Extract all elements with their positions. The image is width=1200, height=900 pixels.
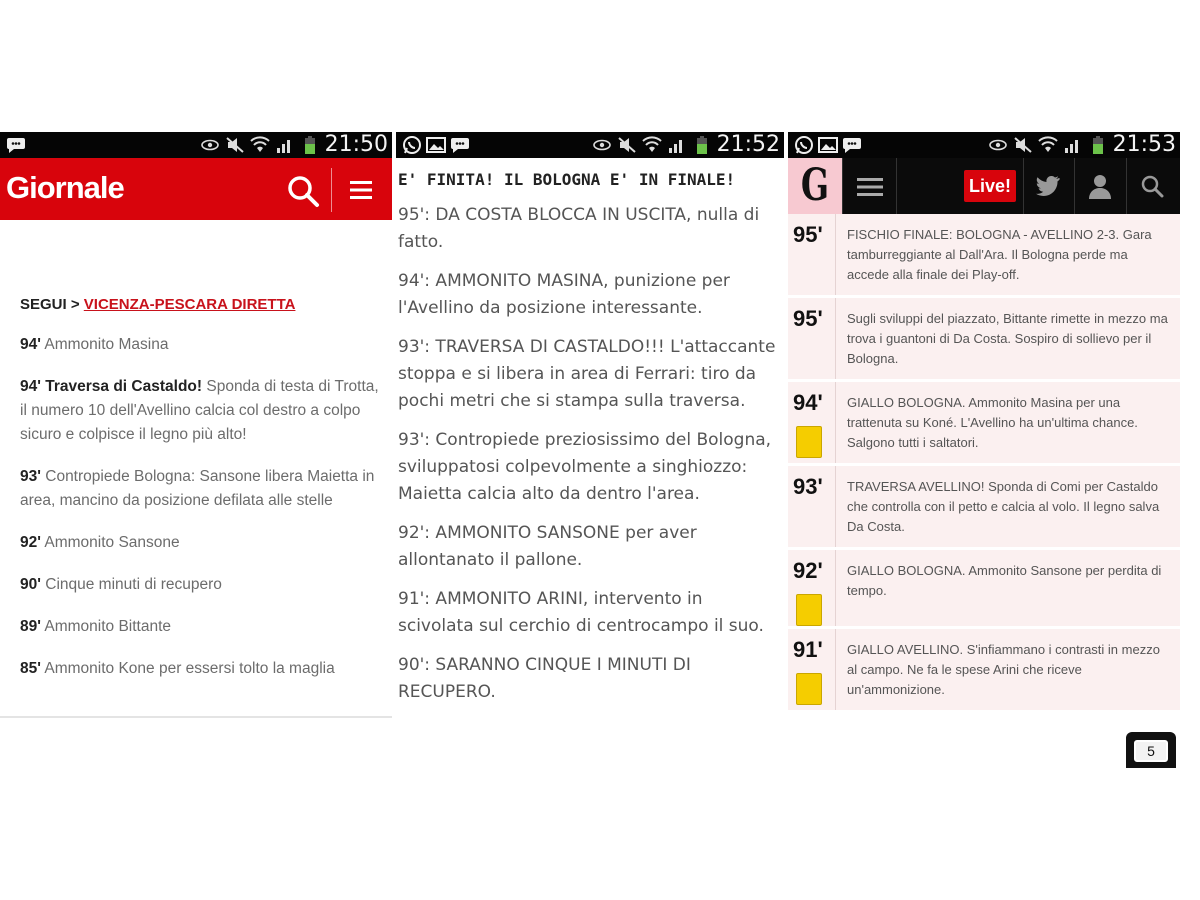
battery-icon [300,135,320,155]
event-minute-column [788,629,836,710]
header-divider [896,158,897,214]
image-icon [818,135,838,155]
bottom-divider [0,716,392,718]
event-minute: 89' [20,618,41,635]
eye-icon [988,135,1008,155]
event-text: Ammonito Bittante [44,618,172,635]
event-text: Sponda di testa di Trotta, il numero 10 dell'Avellino calcia col destro a colpo sicuro e colpisce il legno più alto! [20,378,379,443]
status-bar [0,132,392,158]
giornale-logo[interactable]: Giornale [6,170,124,205]
header-divider [1074,158,1075,214]
list-item[interactable] [788,466,1180,550]
whatsapp-icon [402,135,422,155]
event-minute: 94' [793,390,823,415]
event-text: Ammonito Masina [44,336,169,353]
event-minute: 94' [20,336,41,353]
event-text: FISCHIO FINALE: BOLOGNA - AVELLINO 2-3. Gara tamburreggiante al Dall'Ara. Il Bologna perde ma accede alla finale dei Play-off. [847,227,1152,282]
event-minute: 95' [793,222,823,247]
event-text: GIALLO AVELLINO. S'infiammano i contrasti in mezzo al campo. Ne fa le spese Arini che riceve un'ammonizione. [847,642,1160,697]
list-item: 94': AMMONITO MASINA, punizione per l'Avellino da posizione interessante. [398,271,730,318]
app-header [0,158,392,220]
signal-icon [667,135,687,155]
search-icon[interactable] [1140,174,1164,198]
event-minute: 93' [20,468,41,485]
hamburger-menu-icon[interactable] [857,178,883,196]
clock: 21:50 [324,132,388,157]
status-bar [396,132,784,158]
chat-bubble-icon [450,135,470,155]
hamburger-menu-icon[interactable] [348,180,374,200]
app-header [788,158,1180,214]
list-item[interactable] [788,298,1180,382]
tab-count: 5 [1134,740,1168,762]
list-item[interactable] [20,573,384,597]
clock: 21:52 [716,132,780,157]
list-item[interactable] [20,375,384,447]
headline: E' FINITA! IL BOLOGNA E' IN FINALE! [398,170,736,189]
whatsapp-icon [794,135,814,155]
twitter-icon[interactable] [1036,175,1060,197]
list-item: 93': TRAVERSA DI CASTALDO!!! L'attaccante stoppa e si libera in area di Ferrari: tiro da pochi metri che si stampa sulla traversa. [398,337,776,411]
battery-icon [1088,135,1108,155]
event-minute: 94' [20,378,41,395]
mute-icon [1013,135,1033,155]
signal-icon [275,135,295,155]
live-feed [0,220,392,681]
event-list [20,333,384,681]
event-list [788,214,1180,713]
header-divider [331,168,332,212]
search-icon[interactable] [286,174,320,208]
signal-icon [1063,135,1083,155]
event-minute: 95' [793,306,823,331]
list-item[interactable] [788,550,1180,629]
event-minute-column [788,214,836,295]
list-item: 95': DA COSTA BLOCCA IN USCITA, nulla di fatto. [398,205,760,252]
header-divider [842,158,843,214]
tab-count-button[interactable] [1126,732,1176,768]
battery-icon [692,135,712,155]
list-item[interactable] [788,382,1180,466]
list-item[interactable] [20,615,384,639]
segui-prefix: SEGUI > [20,296,84,313]
event-minute: 85' [20,660,41,677]
event-text: Ammonito Sansone [44,534,180,551]
eye-icon [200,135,220,155]
list-item[interactable] [20,333,384,357]
live-feed [396,158,784,706]
list-item[interactable] [20,531,384,555]
user-icon[interactable] [1088,173,1112,199]
list-item: 93': Contropiede preziosissimo del Bologna, sviluppatosi colpevolmente a singhiozzo: Maietta calcia alto da dentro l'area. [398,430,772,504]
list-item: 92': AMMONITO SANSONE per aver allontanato il pallone. [398,523,697,570]
screenshot-text-live [396,132,784,768]
list-item: 91': AMMONITO ARINI, intervento in scivolata sul cerchio di centrocampo il suo. [398,589,764,636]
clock: 21:53 [1112,132,1176,157]
event-text: Contropiede Bologna: Sansone libera Maietta in area, mancino da posizione defilata alle stelle [20,468,375,509]
gazzetta-logo[interactable]: G [788,158,842,214]
event-text: TRAVERSA AVELLINO! Sponda di Comi per Castaldo che controlla con il petto e calcia al volo. Il legno salva Da Costa. [847,479,1160,534]
yellow-card-icon [796,426,822,458]
wifi-icon [1038,135,1058,155]
yellow-card-icon [796,594,822,626]
header-divider [1126,158,1127,214]
list-item[interactable] [20,657,384,681]
segui-link[interactable]: VICENZA-PESCARA DIRETTA [83,296,296,313]
header-divider [1023,158,1024,214]
list-item[interactable] [20,465,384,513]
event-text: Cinque minuti di recupero [45,576,222,593]
event-minute: 91' [793,637,823,662]
eye-icon [592,135,612,155]
event-text: GIALLO BOLOGNA. Ammonito Sansone per perdita di tempo. [847,563,1162,598]
chat-bubble-icon [6,135,26,155]
event-list [398,202,776,706]
event-minute: 92' [20,534,41,551]
mute-icon [225,135,245,155]
yellow-card-icon [796,673,822,705]
chat-bubble-icon [842,135,862,155]
event-text: Ammonito Kone per essersi tolto la maglia [44,660,335,677]
event-minute: 93' [793,474,823,499]
event-minute-column [788,382,836,463]
event-text: GIALLO BOLOGNA. Ammonito Masina per una trattenuta su Koné. L'Avellino ha un'ultima chance. Salgono tutti i saltatori. [847,395,1138,450]
event-headline: Traversa di Castaldo! [45,378,203,395]
status-bar [788,132,1180,158]
event-text: Sugli sviluppi del piazzato, Bittante rimette in mezzo ma trova i guantoni di Da Costa. Sospiro di sollievo per il Bologna. [847,311,1168,366]
list-item[interactable] [788,214,1180,298]
list-item: 90': SARANNO CINQUE I MINUTI DI RECUPERO. [398,655,691,702]
wifi-icon [250,135,270,155]
segui-breadcrumb [20,296,384,313]
live-button[interactable]: Live! [964,170,1016,202]
event-minute-column [788,550,836,626]
wifi-icon [642,135,662,155]
event-minute-column [788,298,836,379]
screenshot-gazzetta-live [788,132,1180,768]
list-item[interactable] [788,629,1180,713]
event-minute-column [788,466,836,547]
screenshot-giornale-mobile [0,132,392,768]
event-minute: 90' [20,576,41,593]
mute-icon [617,135,637,155]
image-icon [426,135,446,155]
event-minute: 92' [793,558,823,583]
